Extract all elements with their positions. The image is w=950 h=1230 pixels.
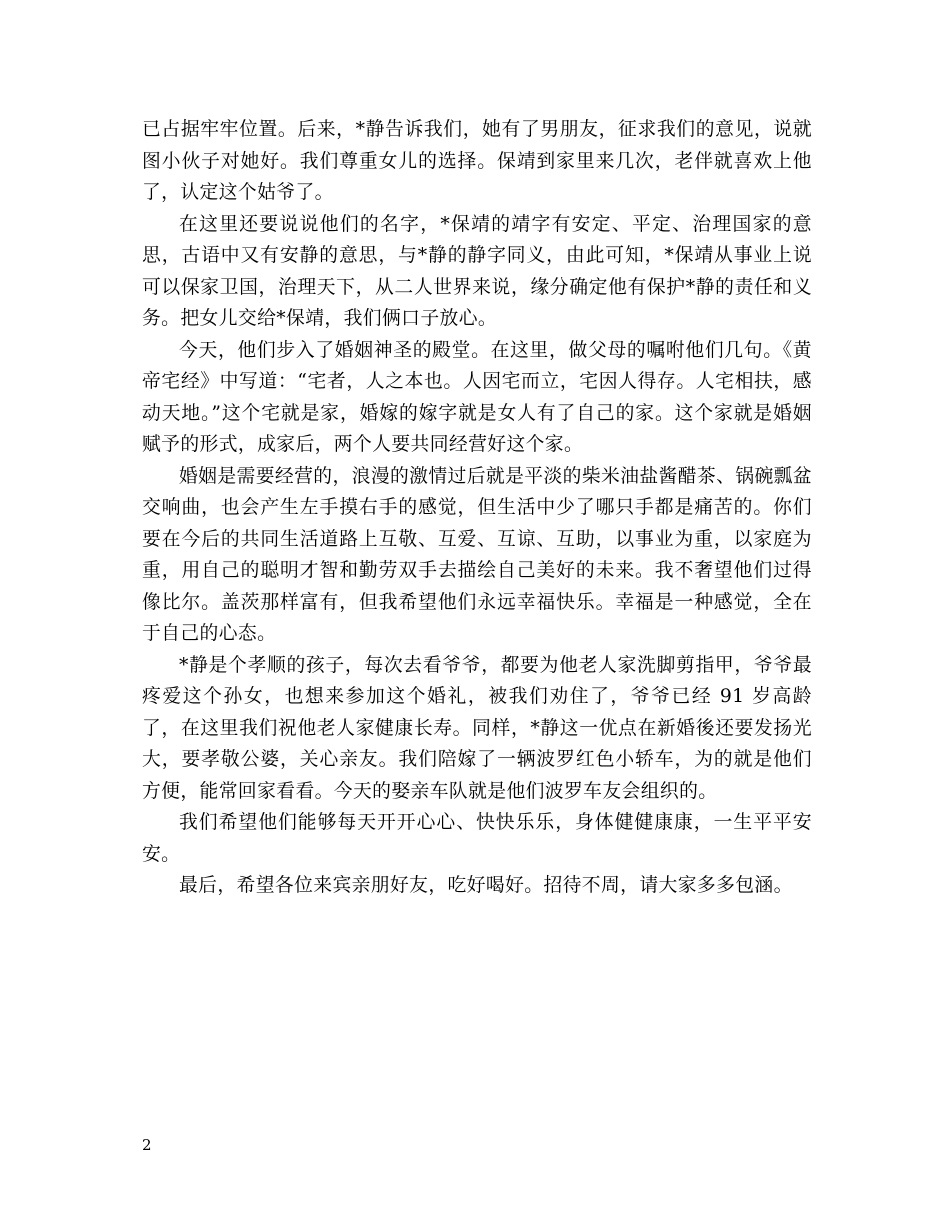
paragraph-wishes: 我们希望他们能够每天开开心心、快快乐乐，身体健健康康，一生平平安安。: [142, 812, 812, 865]
paragraph-marriage-hall: 今天，他们步入了婚姻神圣的殿堂。在这里，做父母的嘱咐他们几句。《黄帝宅经》中写道：“宅者，人之本也。人因宅而立，宅因人得存。人宅相扶，感动天地。”这个宅就是家，婚嫁的嫁字就是女人有了自己的家。这个家就是婚姻赋予的形式，成家后，两个人要共同经营好这个家。: [142, 339, 812, 455]
paragraph-filial: *静是个孝顺的孩子，每次去看爷爷，都要为他老人家洗脚剪指甲，爷爷最疼爱这个孙女，也想来参加这个婚礼，被我们劝住了，爷爷已经 91 岁高龄了，在这里我们祝他老人家健康长寿。同样，*静这一优点在新婚後还要发扬光大，要孝敬公婆，关心亲友。我们陪嫁了一辆波罗红色小轿车，为的就是他们方便，能常回家看看。今天的娶亲车队就是他们波罗车友会组织的。: [142, 654, 812, 802]
paragraph-names: 在这里还要说说他们的名字，*保靖的靖字有安定、平定、治理国家的意思，古语中又有安静的意思，与*静的静字同义，由此可知，*保靖从事业上说可以保家卫国，治理天下，从二人世界来说，缘分确定他有保护*静的责任和义务。把女儿交给*保靖，我们俩口子放心。: [142, 213, 812, 329]
paragraph-closing: 最后，希望各位来宾亲朋好友，吃好喝好。招待不周，请大家多多包涵。: [179, 875, 793, 896]
paragraph-continuation: 已占据牢牢位置。后来，*静告诉我们，她有了男朋友，征求我们的意见，说就图小伙子对她好。我们尊重女儿的选择。保靖到家里来几次，老伴就喜欢上他了，认定这个姑爷了。: [142, 119, 812, 203]
paragraph-marriage-management: 婚姻是需要经营的，浪漫的激情过后就是平淡的柴米油盐酱醋茶、锅碗瓢盆交响曲，也会产生左手摸右手的感觉，但生活中少了哪只手都是痛苦的。你们要在今后的共同生活道路上互敬、互爱、互谅、互助，以事业为重，以家庭为重，用自己的聪明才智和勤劳双手去描绘自己美好的未来。我不奢望他们过得像比尔。盖茨那样富有，但我希望他们永远幸福快乐。幸福是一种感觉，全在于自己的心态。: [142, 465, 812, 644]
body-text: [142, 114, 812, 902]
page-number: 2: [142, 1136, 152, 1154]
